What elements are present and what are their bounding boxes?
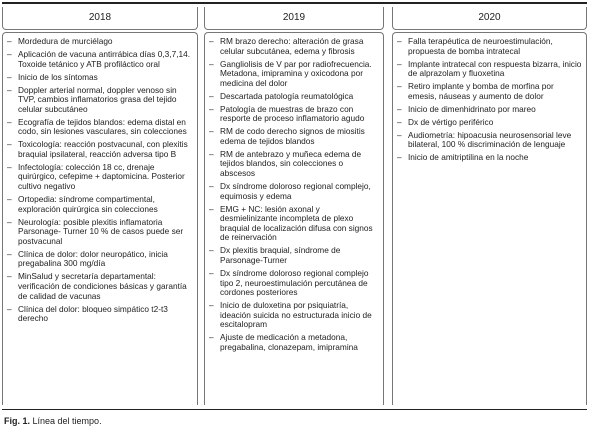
timeline-event: – RM brazo derecho: alteración de grasa celular subcutánea, edema y fibrosis [209, 37, 379, 56]
timeline-event: – Clínica del dolor: bloqueo simpático t2-t3 derecho [7, 305, 193, 324]
timeline-event: – Ecografía de tejidos blandos: edema distal en codo, sin lesiones vasculares, sin colecciones [7, 118, 193, 137]
timeline-event: – EMG + NC: lesión axonal y desmielinizante incompleta de plexo braquial de localización difusa con signos de reinervación [209, 205, 379, 243]
caption-divider [2, 409, 587, 410]
timeline-column-2018 [2, 4, 198, 409]
timeline-event: – RM de codo derecho signos de miositis edema de tejidos blandos [209, 127, 379, 146]
timeline-event: – Inicio de dimenhidrinato por mareo [397, 105, 582, 115]
timeline-event: – RM de antebrazo y muñeca edema de tejidos blandos, sin colecciones o abscesos [209, 150, 379, 179]
timeline-column-2019 [204, 4, 384, 409]
timeline-event: – Dx síndrome doloroso regional complejo tipo 2, neuroestimulación percutánea de cordones posteriores [209, 269, 379, 298]
timeline-event: – Audiometría: hipoacusia neurosensorial leve bilateral, 100 % discriminación de lenguaje [397, 131, 582, 150]
timeline-event: – Aplicación de vacuna antirrábica días 0,3,7,14. Toxoide tetánico y ATB profiláctico oral [7, 50, 193, 69]
events-panel [2, 32, 198, 405]
timeline-event: – Infectología: colección 18 cc, drenaje quirúrgico, cefepime + daptomicina. Posterior cultivo negativo [7, 163, 193, 192]
events-panel [204, 32, 384, 405]
timeline-event: – Inicio de amitriptilina en la noche [397, 153, 582, 163]
timeline-event: – Implante intratecal con respuesta bizarra, inicio de alprazolam y fluoxetina [397, 60, 582, 79]
timeline-figure [2, 2, 587, 411]
caption-label: Fig. 1. [4, 416, 31, 426]
year-header: 2020 [392, 7, 587, 30]
timeline-event: – Doppler arterial normal, doppler venoso sin TVP, cambios inflamatorios grasa del tejido celular subcutáneo [7, 86, 193, 115]
timeline-event: – Clínica de dolor: dolor neuropático, inicia pregabalina 300 mg/día [7, 250, 193, 269]
timeline-event: – Descartada patología reumatológica [209, 92, 379, 102]
timeline-event: – Patología de muestras de brazo con resporte de proceso inflamatorio agudo [209, 105, 379, 124]
timeline-event: – Dx síndrome doloroso regional complejo, equimosis y edema [209, 182, 379, 201]
timeline-event: – Toxicología: reacción postvacunal, con plexitis braquial ipsilateral, reacción adversa tipo B [7, 140, 193, 159]
year-header: 2018 [2, 7, 198, 30]
events-list [397, 37, 582, 163]
timeline-event: – Inicio de los síntomas [7, 73, 193, 83]
events-panel [392, 32, 587, 405]
timeline-event: – Gangliolisis de V par por radiofrecuencia. Metadona, imipramina y oxicodona por medicina del dolor [209, 60, 379, 89]
timeline-event: – Neurología: posible plexitis inflamatoria Parsonage- Turner 10 % de casos puede ser postvacunal [7, 218, 193, 247]
timeline-event: – Falla terapéutica de neuroestimulación, propuesta de bomba intratecal [397, 37, 582, 56]
events-list [209, 37, 379, 353]
timeline-event: – Inicio de duloxetina por psiquiatría, ideación suicida no estructurada inicio de escitalopram [209, 301, 379, 330]
events-list [7, 37, 193, 324]
timeline-event: – Ajuste de medicación a metadona, pregabalina, clonazepam, imipramina [209, 333, 379, 352]
caption-text: Línea del tiempo. [30, 416, 102, 426]
timeline-event: – Ortopedia: síndrome compartimental, exploración quirúrgica sin colecciones [7, 195, 193, 214]
timeline-event: – MinSalud y secretaría departamental: verificación de condiciones básicas y garantía de calidad de vacunas [7, 272, 193, 301]
timeline-event: – Retiro implante y bomba de morfina por emesis, náuseas y aumento de dolor [397, 82, 582, 101]
timeline-event: – Dx plexitis braquial, síndrome de Parsonage-Turner [209, 246, 379, 265]
timeline-column-2020 [392, 4, 587, 409]
timeline-event: – Dx de vértigo periférico [397, 118, 582, 128]
figure-caption [4, 416, 102, 426]
year-header: 2019 [204, 7, 384, 30]
timeline-event: – Mordedura de murciélago [7, 37, 193, 47]
